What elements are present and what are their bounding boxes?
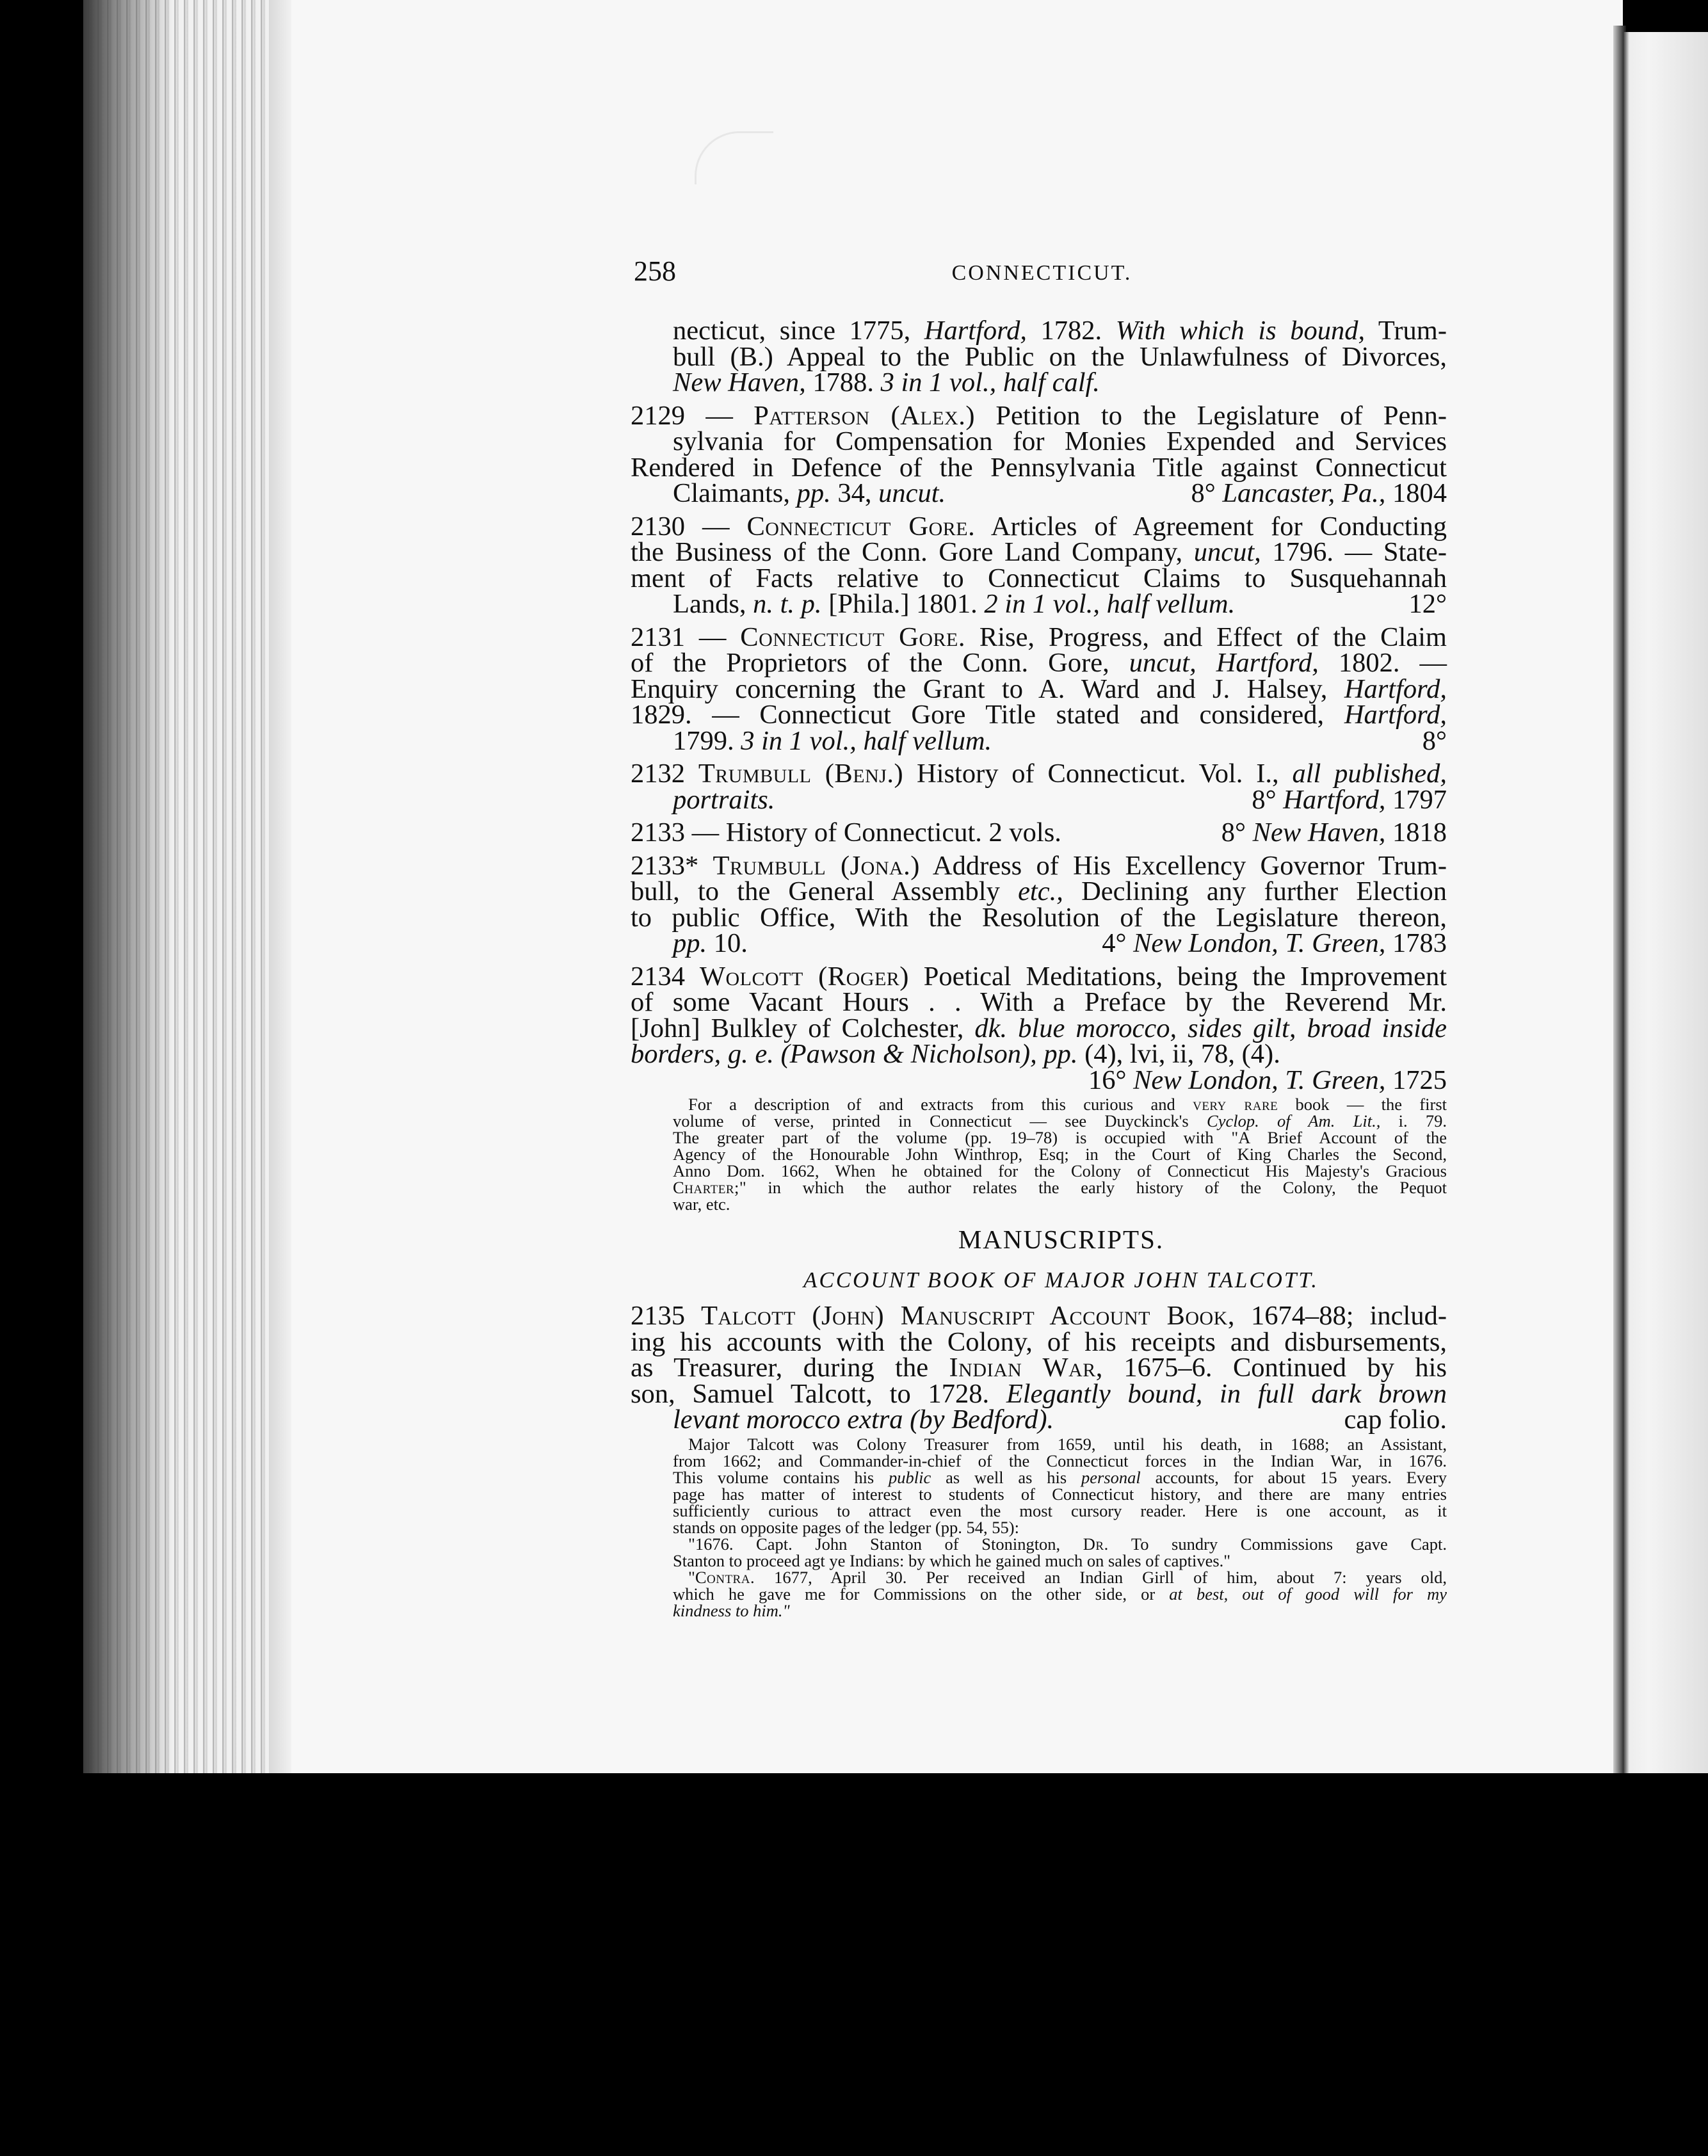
entry-number: 2131 [631, 622, 685, 652]
catalogue-entry-2132: 2132 Trumbull (Benj.) History of Connecticut. Vol. I., all published, portraits. 8° Hartford, 1797 [631, 759, 1447, 815]
catalogue-entry-2131: 2131 — Connecticut Gore. Rise, Progress, and Effect of the Claim of the Proprietors of the Conn. Gore, uncut, Hartford, 1802. — Enquiry concerning the Grant to A. Ward and J. Halsey, Hartford, 1829. — Connecticut Gore Title stated and considered, Hartford, 1799. 3 in 1 vol., half vellum. 8° [631, 622, 1447, 756]
running-title: CONNECTICUT. [951, 261, 1132, 285]
catalogue-entry-2128-continued: necticut, since 1775, Hartford, 1782. With which is bound, Trum- bull (B.) Appeal to the Public on the Unlawfulness of Divorces, New Haven, 1788. 3 in 1 vol., half calf. [673, 316, 1447, 398]
entry-author: Talcott (John) [701, 1301, 885, 1331]
ledger-quote: "Contra. 1677, April 30. Per received an Indian Girll of him, about 7: years old, [688, 1567, 1447, 1587]
catalogue-entry-2129: 2129 — Patterson (Alex.) Petition to the Legislature of Penn- sylvania for Compensation for Monies Expended and Services Rendered in Defence of the Pennsylvania Title against Connecticut Claimants, pp. 34, uncut. 8° Lancaster, Pa., 1804 [631, 400, 1447, 508]
entry-number: 2135 [631, 1301, 685, 1331]
entry-author: Wolcott (Roger) [699, 961, 909, 992]
entry-author: Trumbull (Jona.) [713, 850, 920, 881]
entry-note-2135: Major Talcott was Colony Treasurer from 1659, until his death, in 1688; an Assistant, from 1662; and Commander-in-chief of the Connecticut forces in the Indian War, in 1676. This volume contains his public as well as his personal accounts, for about 15 years. Every page has matter of interest to students of Connecticut history, and there are many entries sufficiently curious to attract even the most cursory reader. Here is one account, as it stands on opposite pages of the ledger (pp. 54, 55): "1676. Capt. John Stanton of Stonington, Dr. To sundry Commissions gave Capt. Stanton to proceed agt ye Indians: by which he gained much on sales of captives." "Contra. 1677, April 30. Per received an Indian Girll of him, about 7: years old, which he gave me for Commissions on the other side, or at best, out of good will for my kindness to him." [673, 1434, 1447, 1620]
facing-page-edge [1623, 32, 1708, 1773]
entry-number: 2134 [631, 961, 685, 992]
entry-number: 2130 [631, 511, 685, 542]
entry-note-2134: For a description of and extracts from this curious and very rare book — the first volume of verse, printed in Connecticut — see Duyckinck's Cyclop. of Am. Lit., i. 79. The greater part of the volume (pp. 19–78) is occupied with "A Brief Account of the Agency of the Honourable John Winthrop, Esq; in the Court of King Charles the Second, Anno Dom. 1662, When he obtained for the Colony of Connecticut His Majesty's Gracious Charter;" in which the author relates the early history of the Colony, the Pequot war, etc. [673, 1095, 1447, 1214]
ledger-quote: "1676. Capt. John Stanton of Stonington, Dr. To sundry Commissions gave Capt. [688, 1534, 1447, 1554]
running-header [634, 255, 1450, 293]
catalogue-body [631, 318, 1447, 1619]
entry-number: 2133 [631, 817, 685, 848]
catalogue-entry-2133-star: 2133* Trumbull (Jona.) Address of His Excellency Governor Trum- bull, to the General Assembly etc., Declining any further Election to public Office, With the Resolution of the Legislature thereon, pp. 10. 4° New London, T. Green, 1783 [631, 850, 1447, 958]
entry-author: Patterson (Alex.) [753, 400, 975, 431]
inner-margin [269, 0, 294, 1773]
section-subheading: ACCOUNT BOOK OF MAJOR JOHN TALCOTT. [803, 1267, 1319, 1292]
section-heading: MANUSCRIPTS. [958, 1225, 1164, 1254]
entry-author: Connecticut Gore. [740, 622, 965, 652]
entry-author: Trumbull (Benj.) [698, 759, 904, 789]
entry-number: 2133* [631, 850, 699, 881]
page-number: 258 [634, 255, 676, 287]
book-edge-shadow [83, 0, 173, 1773]
catalogue-entry-2130: 2130 — Connecticut Gore. Articles of Agreement for Conducting the Business of the Conn. Gore Land Company, uncut, 1796. — State- ment of Facts relative to Connecticut Claims to Susquehannah Lands, n. t. p. [Phila.] 1801. 2 in 1 vol., half vellum. 12° [631, 511, 1447, 619]
entry-number: 2132 [631, 759, 685, 789]
catalogue-entry-2134: 2134 Wolcott (Roger) Poetical Meditations, being the Improvement of some Vacant Hours . . With a Preface by the Reverend Mr. [John] Bulkley of Colchester, dk. blue morocco, sides gilt, broad inside borders, g. e. (Pawson & Nicholson), pp. (4), lvi, ii, 78, (4). 16° New London, T. Green, 1725 [631, 961, 1447, 1095]
entry-author: Connecticut Gore. [746, 511, 976, 542]
entry-number: 2129 [631, 400, 685, 431]
catalogue-entry-2133: 2133 — History of Connecticut. 2 vols. 8° New Haven, 1818 [631, 817, 1447, 848]
catalogue-entry-2135: 2135 Talcott (John) Manuscript Account Book, 1674–88; includ- ing his accounts with the Colony, of his receipts and disbursements, as Treasurer, during the Indian War, 1675–6. Continued by his son, Samuel Talcott, to 1728. Elegantly bound, in full dark brown levant morocco extra (by Bedford). cap folio. [631, 1301, 1447, 1435]
